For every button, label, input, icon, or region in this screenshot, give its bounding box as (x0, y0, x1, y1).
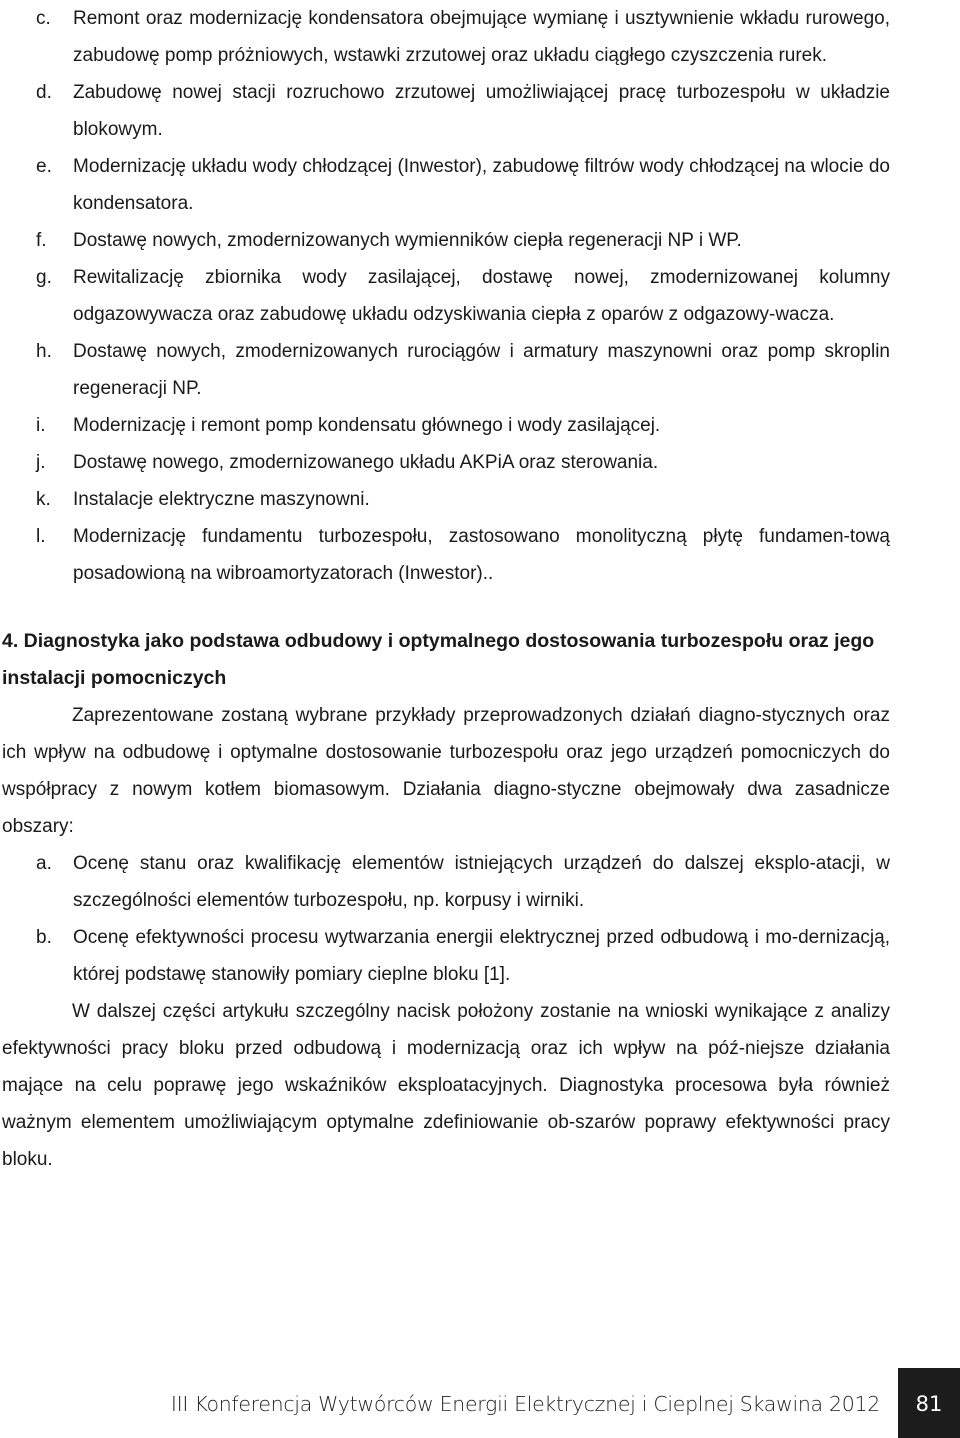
list-item (2, 919, 890, 993)
list-text: Dostawę nowych, zmodernizowanych wymienników ciepła regeneracji NP i WP. (73, 230, 742, 251)
list-item (2, 148, 890, 222)
list-letter: d. (36, 82, 52, 103)
list-text: Dostawę nowego, zmodernizowanego układu AKPiA oraz sterowania. (73, 452, 659, 473)
list-letter: l. (36, 526, 46, 547)
list-text: Ocenę stanu oraz kwalifikację elementów istniejących urządzeń do dalszej eksplo-atacji, w szczególności elementów turbozespołu, np. korpusy i wirniki. (73, 853, 890, 911)
list-text: Rewitalizację zbiornika wody zasilającej, dostawę nowej, zmodernizowanej kolumny odgazowywacza oraz zabudowę układu odzyskiwania ciepła z oparów z odgazowy-wacza. (73, 267, 890, 325)
list-text: Modernizację fundamentu turbozespołu, zastosowano monolityczną płytę fundamen-tową posadowioną na wibroamortyzatorach (Inwestor).. (73, 526, 890, 584)
list-item (2, 333, 890, 407)
list-text: Modernizację i remont pomp kondensatu głównego i wody zasilającej. (73, 415, 661, 436)
list-text: Ocenę efektywności procesu wytwarzania energii elektrycznej przed odbudową i mo-dernizacją, której podstawę stanowiły pomiary cieplne bloku [1]. (73, 927, 890, 985)
list-letter: k. (36, 489, 51, 510)
page-number: 81 (898, 1368, 960, 1438)
list-letter: j. (36, 452, 46, 473)
list-item (2, 407, 890, 444)
section-heading: 4. Diagnostyka jako podstawa odbudowy i optymalnego dostosowania turbozespołu oraz jego instalacji pomocniczych (2, 630, 875, 689)
list-letter: f. (36, 230, 47, 251)
footer-title: III Konferencja Wytwórców Energii Elektrycznej i Cieplnej Skawina 2012 (170, 1392, 880, 1416)
list-item (2, 222, 890, 259)
body-paragraph: W dalszej części artykułu szczególny nacisk położony zostanie na wnioski wynikające z analizy efektywności pracy bloku przed odbudową i modernizacją oraz ich wpływ na póź-niejsze działania mające na celu poprawę jego wskaźników eksploatacyjnych. Diagnostyka procesowa była również ważnym elementem umożliwiającym optymalne zdefiniowanie ob-szarów poprawy efektywności pracy bloku. (2, 1001, 890, 1170)
list-item (2, 481, 890, 518)
list-text: Modernizację układu wody chłodzącej (Inwestor), zabudowę filtrów wody chłodzącej na wlocie do kondensatora. (73, 156, 890, 214)
body-paragraph: Zaprezentowane zostaną wybrane przykłady przeprowadzonych działań diagno-stycznych oraz ich wpływ na odbudowę i optymalne dostosowanie turbozespołu oraz jego urządzeń pomocniczych do współpracy z nowym kotłem biomasowym. Działania diagno-styczne obejmowały dwa zasadnicze obszary: (2, 705, 890, 837)
list-text: Zabudowę nowej stacji rozruchowo zrzutowej umożliwiającej pracę turbozespołu w układzie blokowym. (73, 82, 890, 140)
list-item (2, 845, 890, 919)
list-text: Remont oraz modernizację kondensatora obejmujące wymianę i usztywnienie wkładu rurowego, zabudowę pomp próżniowych, wstawki zrzutowej oraz układu ciągłego czyszczenia rurek. (73, 8, 890, 66)
list-letter: a. (36, 853, 52, 874)
list-letter: i. (36, 415, 46, 436)
list-letter: b. (36, 927, 52, 948)
list-item (2, 444, 890, 481)
list-item (2, 74, 890, 148)
list-letter: g. (36, 267, 52, 288)
list-item (2, 518, 890, 592)
list-item (2, 0, 890, 74)
list-letter: h. (36, 341, 52, 362)
list-section (2, 845, 890, 993)
list-top (2, 0, 890, 592)
page-footer (171, 1368, 960, 1438)
list-letter: e. (36, 156, 52, 177)
list-item (2, 259, 890, 333)
list-text: Instalacje elektryczne maszynowni. (73, 489, 370, 510)
list-letter: c. (36, 8, 51, 29)
list-text: Dostawę nowych, zmodernizowanych rurociągów i armatury maszynowni oraz pomp skroplin regeneracji NP. (73, 341, 890, 399)
